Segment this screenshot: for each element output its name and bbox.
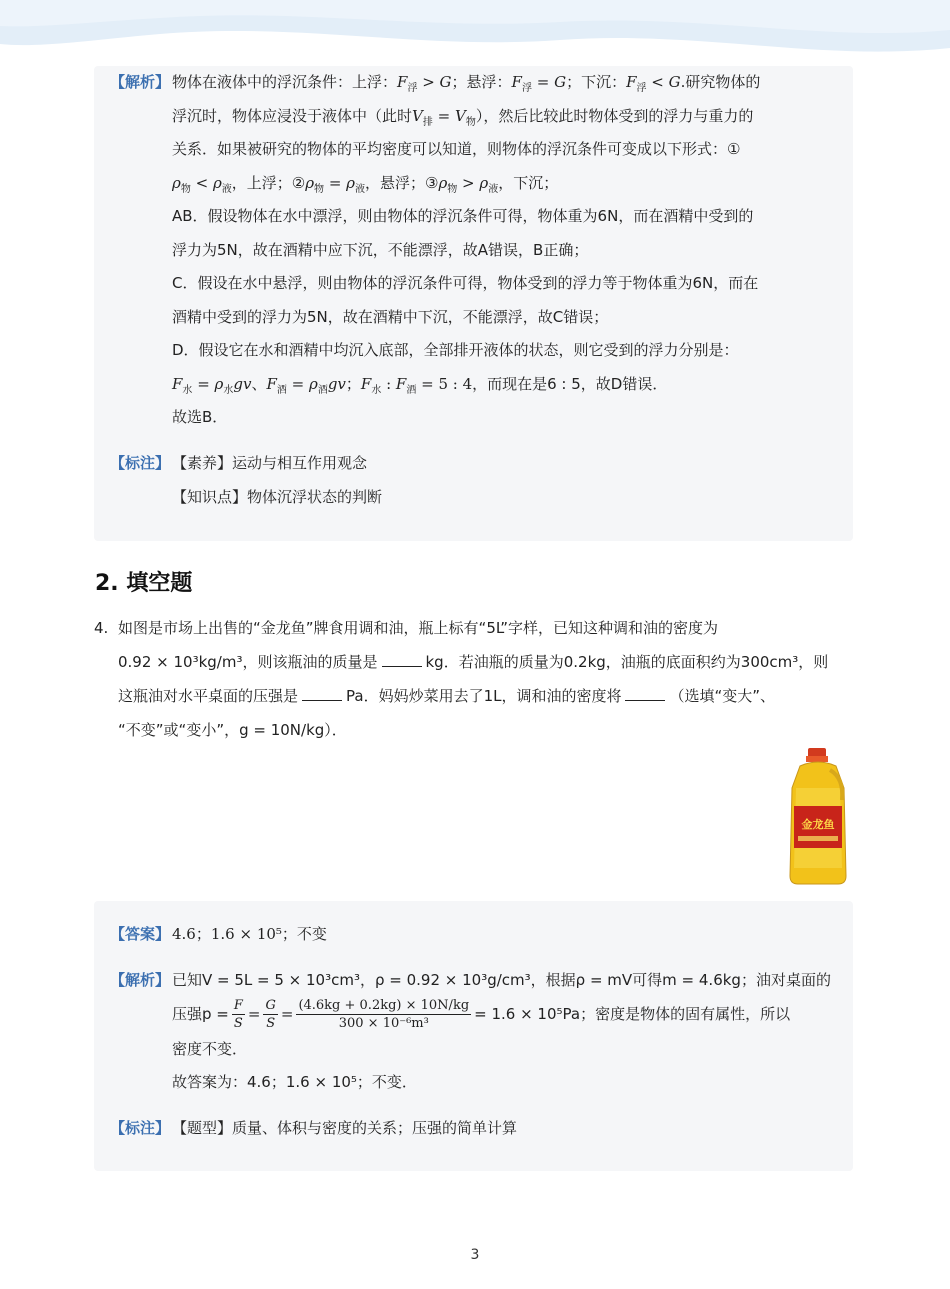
fraction-G-over-S: $\frac{G}{S}$: [265, 998, 276, 1031]
analysis-box-q3: [94, 66, 853, 541]
answer-line: 【答案】 4.6；1.6 × 10⁵；不变: [110, 918, 841, 952]
bottle-label: 金龙鱼: [801, 818, 835, 831]
answer-blank-2[interactable]: [302, 686, 342, 701]
analysis-line-9: D．假设它在水和酒精中均沉入底部，全部排开液体的状态，则它受到的浮力分别是：: [172, 341, 739, 359]
question-number: 4.: [94, 619, 109, 637]
oil-bottle-image: [786, 748, 850, 886]
analysis-line-4: $\rho_物 < \rho_液$，上浮；$②\rho_物 = \rho_液$，悬浮；$③\rho_物 > \rho_液$，下沉；: [172, 173, 559, 195]
analysis2-line-4: 故答案为：4.6；1.6 × 10⁵；不变．: [172, 1073, 417, 1091]
analysis-line-5: AB．假设物体在水中漂浮，则由物体的浮沉条件可得，物体重为6N，而在酒精中受到的: [172, 207, 754, 225]
fraction-F-over-S: $\frac{F}{S}$: [233, 998, 243, 1031]
question-4-line-1: 4. 如图是市场上出售的“金龙鱼”牌食用调和油，瓶上标有“5L”字样，已知这种调和油的密度为: [94, 611, 854, 645]
section-title: 2. 填空题: [95, 571, 193, 596]
note2-line-1: 【标注】 【题型】质量、体积与密度的关系；压强的简单计算: [110, 1112, 841, 1146]
answer-tag: 【答案】: [110, 925, 171, 943]
analysis-tag-2: 【解析】: [110, 971, 171, 989]
question-4-line-2: 0.92 × 10³kg/m³，则该瓶油的质量是 kg．若油瓶的质量为0.2kg，油瓶的底面积约为300cm³，则: [118, 653, 829, 671]
fraction-pressure-calc: $\frac{(4.6kg + 0.2kg) \times 10N/kg}{\text{300 × 10⁻⁶m³}}$: [298, 998, 470, 1031]
analysis-tag: 【解析】: [110, 73, 171, 91]
analysis-line-10: $F_水 = \rho_水gv$、$F_酒 = \rho_酒gv$；$F_水$ : $F_酒 = 5$ : 4，而现在是6 : 5，故D错误．: [172, 374, 668, 396]
analysis-line-7: C．假设在水中悬浮，则由物体的浮沉条件可得，物体受到的浮力等于物体重为6N，而在: [172, 274, 759, 292]
answer-box-q4: [94, 901, 853, 1171]
note-line-1: 【标注】 【素养】运动与相互作用观念: [110, 447, 841, 481]
answer-blank-1[interactable]: [382, 652, 422, 667]
analysis2-line-3: 密度不变．: [172, 1040, 248, 1058]
analysis2-line-1: 【解析】 已知V = 5L = 5 × 10³cm³，ρ = 0.92 × 10³g/cm³，根据ρ = mV可得m = 4.6kg；油对桌面的: [110, 964, 841, 998]
analysis-line-3: 关系．如果被研究的物体的平均密度可以知道，则物体的浮沉条件可变成以下形式：①: [172, 140, 741, 158]
analysis-line-2: 浮沉时，物体应浸没于液体中（此时$V_排 = V_物$），然后比较此时物体受到的浮力与重力的: [172, 106, 754, 128]
analysis2-line-2: 压强p = $\frac{F}{S}$ = $\frac{G}{S}$ = $\frac{(4.6kg + 0.2kg) \times 10N/kg}{\text{300 × 10⁻⁶m³}}$ = 1.6 × 10⁵Pa；密度是物体的固有属性，所以: [172, 998, 791, 1031]
analysis-line-6: 浮力为5N，故在酒精中应下沉，不能漂浮，故A错误，B正确；: [172, 240, 589, 259]
note-tag-2: 【标注】: [110, 1119, 171, 1137]
question-4-line-3: 这瓶油对水平桌面的压强是 Pa．妈妈炒菜用去了1L，调和油的密度将 （选填“变大”、: [118, 687, 776, 705]
page-number: 3: [470, 1247, 480, 1263]
analysis-line-11: 故选B．: [172, 408, 228, 426]
answer-blank-3[interactable]: [625, 686, 665, 701]
header-wave-decoration: [0, 0, 950, 70]
note-tag: 【标注】: [110, 454, 171, 472]
question-4-line-4: “不变”或“变小”，g = 10N/kg）．: [118, 721, 347, 739]
analysis-line-1: 【解析】 物体在液体中的浮沉条件：上浮：$F_浮 > G$；悬浮：$F_浮 = G$；下沉：$F_浮 < G$.研究物体的: [110, 66, 841, 106]
analysis-line-8: 酒精中受到的浮力为5N，故在酒精中下沉，不能漂浮，故C错误；: [172, 307, 609, 326]
note-line-2: 【知识点】物体沉浮状态的判断: [172, 488, 383, 506]
